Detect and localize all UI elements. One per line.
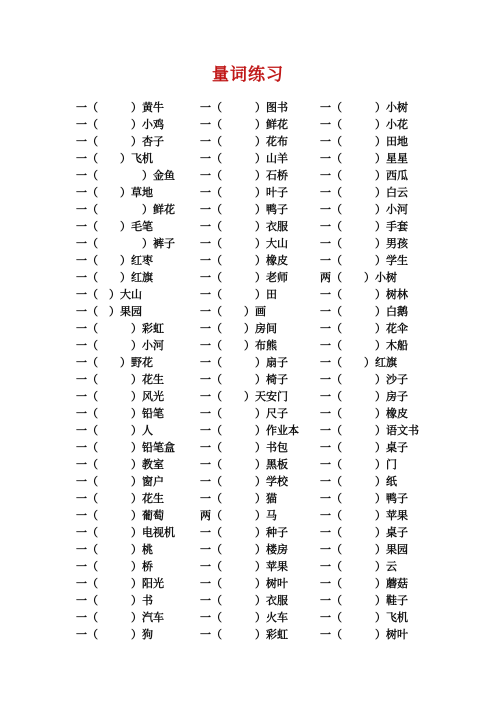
page-title: 量词练习 bbox=[212, 65, 284, 85]
exercise-item: 一（ ）黄牛 bbox=[76, 101, 164, 114]
exercise-item: 一（ ）毛笔 bbox=[76, 220, 153, 233]
exercise-row bbox=[76, 422, 496, 439]
exercise-item: 一（ ）作业本 bbox=[200, 424, 299, 437]
exercise-row bbox=[76, 218, 496, 235]
exercise-row bbox=[76, 592, 496, 609]
exercise-item: 一（ ）小河 bbox=[76, 339, 164, 352]
exercise-item: 一（ ）飞机 bbox=[76, 152, 153, 165]
exercise-item: 一（ ）白云 bbox=[320, 186, 408, 199]
exercise-item: 一（ ）房间 bbox=[200, 322, 277, 335]
exercise-item: 一（ ）天安门 bbox=[200, 390, 288, 403]
exercise-row bbox=[76, 473, 496, 490]
exercise-item: 一（ ）衣服 bbox=[200, 220, 288, 233]
exercise-row bbox=[76, 626, 496, 643]
exercise-row bbox=[76, 320, 496, 337]
exercise-item: 一（ ）房子 bbox=[320, 390, 408, 403]
exercise-item: 一（ ）苹果 bbox=[320, 509, 408, 522]
exercise-row bbox=[76, 541, 496, 558]
exercise-row bbox=[76, 490, 496, 507]
exercise-row bbox=[76, 371, 496, 388]
exercise-item: 一（ ）铅笔盒 bbox=[76, 441, 175, 454]
exercise-item: 一（ ）书 bbox=[76, 594, 153, 607]
exercise-item: 一（ ）树叶 bbox=[320, 628, 408, 641]
exercise-item: 一（ ）小鸡 bbox=[76, 118, 164, 131]
exercise-item: 一（ ）鞋子 bbox=[320, 594, 408, 607]
exercise-item: 一（ ）花生 bbox=[76, 373, 164, 386]
exercise-row bbox=[76, 184, 496, 201]
exercise-row bbox=[76, 405, 496, 422]
exercise-item: 一（ ）桥 bbox=[76, 560, 153, 573]
exercise-item: 一（ ）衣服 bbox=[200, 594, 288, 607]
exercise-item: 一（ ）阳光 bbox=[76, 577, 164, 590]
exercise-row bbox=[76, 558, 496, 575]
exercise-item: 一（ ）叶子 bbox=[200, 186, 288, 199]
exercise-item: 一（ ）老师 bbox=[200, 271, 288, 284]
exercise-item: 一（ ）鸭子 bbox=[320, 492, 408, 505]
exercise-item: 一（ ）山羊 bbox=[200, 152, 288, 165]
exercise-item: 一（ ）猫 bbox=[200, 492, 277, 505]
exercise-item: 一（ ）花生 bbox=[76, 492, 164, 505]
exercise-item: 一（ ）鲜花 bbox=[76, 203, 175, 216]
exercise-item: 一（ ）楼房 bbox=[200, 543, 288, 556]
exercise-item: 一（ ）苹果 bbox=[200, 560, 288, 573]
exercise-item: 一（ ）狗 bbox=[76, 628, 153, 641]
exercise-item: 一（ ）画 bbox=[200, 305, 266, 318]
exercise-item: 一（ ）门 bbox=[320, 458, 397, 471]
exercise-item: 一（ ）尺子 bbox=[200, 407, 288, 420]
exercise-item: 一（ ）桃 bbox=[76, 543, 153, 556]
exercise-item: 一（ ）彩虹 bbox=[76, 322, 164, 335]
exercise-item: 一（ ）汽车 bbox=[76, 611, 164, 624]
exercise-row bbox=[76, 303, 496, 320]
exercise-item: 一（ ）花伞 bbox=[320, 322, 408, 335]
exercise-item: 一（ ）纸 bbox=[320, 475, 397, 488]
exercise-item: 一（ ）红旗 bbox=[320, 356, 397, 369]
exercise-row bbox=[76, 235, 496, 252]
exercise-item: 一（ ）书包 bbox=[200, 441, 288, 454]
exercise-item: 一（ ）小树 bbox=[320, 101, 408, 114]
exercise-item: 一（ ）布熊 bbox=[200, 339, 277, 352]
exercise-item: 一（ ）小花 bbox=[320, 118, 408, 131]
exercise-row bbox=[76, 456, 496, 473]
exercise-item: 一（ ）男孩 bbox=[320, 237, 408, 250]
exercise-row bbox=[76, 150, 496, 167]
exercise-item: 一（ ）椅子 bbox=[200, 373, 288, 386]
exercise-item: 一（ ）大山 bbox=[76, 288, 142, 301]
exercise-item: 一（ ）桌子 bbox=[320, 441, 408, 454]
exercise-item: 一（ ）沙子 bbox=[320, 373, 408, 386]
exercise-item: 一（ ）橡皮 bbox=[200, 254, 288, 267]
exercise-row bbox=[76, 388, 496, 405]
exercise-item: 一（ ）图书 bbox=[200, 101, 288, 114]
exercise-item: 一（ ）果园 bbox=[320, 543, 408, 556]
exercise-item: 一（ ）星星 bbox=[320, 152, 408, 165]
exercise-item: 一（ ）人 bbox=[76, 424, 153, 437]
exercise-item: 一（ ）鲜花 bbox=[200, 118, 288, 131]
exercise-row bbox=[76, 354, 496, 371]
exercise-item: 两（ ）马 bbox=[200, 509, 277, 522]
exercise-item: 一（ ）野花 bbox=[76, 356, 153, 369]
exercise-item: 一（ ）西瓜 bbox=[320, 169, 408, 182]
exercise-item: 一（ ）风光 bbox=[76, 390, 164, 403]
exercise-row bbox=[76, 575, 496, 592]
exercise-item: 一（ ）学生 bbox=[320, 254, 408, 267]
exercise-item: 一（ ）桌子 bbox=[320, 526, 408, 539]
exercise-item: 一（ ）田地 bbox=[320, 135, 408, 148]
exercise-item: 一（ ）手套 bbox=[320, 220, 408, 233]
exercise-item: 一（ ）学校 bbox=[200, 475, 288, 488]
exercise-item: 一（ ）杏子 bbox=[76, 135, 164, 148]
exercise-item: 一（ ）果园 bbox=[76, 305, 142, 318]
exercise-item: 一（ ）树叶 bbox=[200, 577, 288, 590]
exercise-row bbox=[76, 201, 496, 218]
exercise-item: 一（ ）窗户 bbox=[76, 475, 164, 488]
exercise-row bbox=[76, 269, 496, 286]
exercise-item: 一（ ）花布 bbox=[200, 135, 288, 148]
exercise-item: 一（ ）金鱼 bbox=[76, 169, 175, 182]
exercise-item: 一（ ）红旗 bbox=[76, 271, 153, 284]
exercise-item: 一（ ）语文书 bbox=[320, 424, 419, 437]
exercise-row bbox=[76, 167, 496, 184]
exercise-item: 两（ ）小树 bbox=[320, 271, 397, 284]
exercise-item: 一（ ）云 bbox=[320, 560, 397, 573]
exercise-item: 一（ ）扇子 bbox=[200, 356, 288, 369]
exercise-item: 一（ ）大山 bbox=[200, 237, 288, 250]
exercise-item: 一（ ）教室 bbox=[76, 458, 164, 471]
exercise-row bbox=[76, 99, 496, 116]
exercise-item: 一（ ）白鹅 bbox=[320, 305, 408, 318]
exercise-item: 一（ ）铅笔 bbox=[76, 407, 164, 420]
exercise-row bbox=[76, 116, 496, 133]
exercise-item: 一（ ）红枣 bbox=[76, 254, 153, 267]
exercise-row bbox=[76, 337, 496, 354]
exercise-item: 一（ ）橡皮 bbox=[320, 407, 408, 420]
exercise-item: 一（ ）彩虹 bbox=[200, 628, 288, 641]
exercise-item: 一（ ）蘑菇 bbox=[320, 577, 408, 590]
exercise-row bbox=[76, 133, 496, 150]
exercise-item: 一（ ）飞机 bbox=[320, 611, 408, 624]
exercise-item: 一（ ）电视机 bbox=[76, 526, 175, 539]
exercise-item: 一（ ）木船 bbox=[320, 339, 408, 352]
exercise-item: 一（ ）小河 bbox=[320, 203, 408, 216]
exercise-row bbox=[76, 439, 496, 456]
exercise-item: 一（ ）裤子 bbox=[76, 237, 175, 250]
exercise-row bbox=[76, 286, 496, 303]
exercise-item: 一（ ）田 bbox=[200, 288, 277, 301]
exercise-row bbox=[76, 609, 496, 626]
exercise-row bbox=[76, 252, 496, 269]
exercise-item: 一（ ）石桥 bbox=[200, 169, 288, 182]
exercise-row bbox=[76, 507, 496, 524]
exercise-item: 一（ ）葡萄 bbox=[76, 509, 164, 522]
exercise-row bbox=[76, 524, 496, 541]
exercise-item: 一（ ）黑板 bbox=[200, 458, 288, 471]
exercise-item: 一（ ）火车 bbox=[200, 611, 288, 624]
exercise-grid bbox=[76, 99, 496, 639]
exercise-item: 一（ ）草地 bbox=[76, 186, 153, 199]
exercise-item: 一（ ）种子 bbox=[200, 526, 288, 539]
exercise-item: 一（ ）树林 bbox=[320, 288, 408, 301]
exercise-item: 一（ ）鸭子 bbox=[200, 203, 288, 216]
